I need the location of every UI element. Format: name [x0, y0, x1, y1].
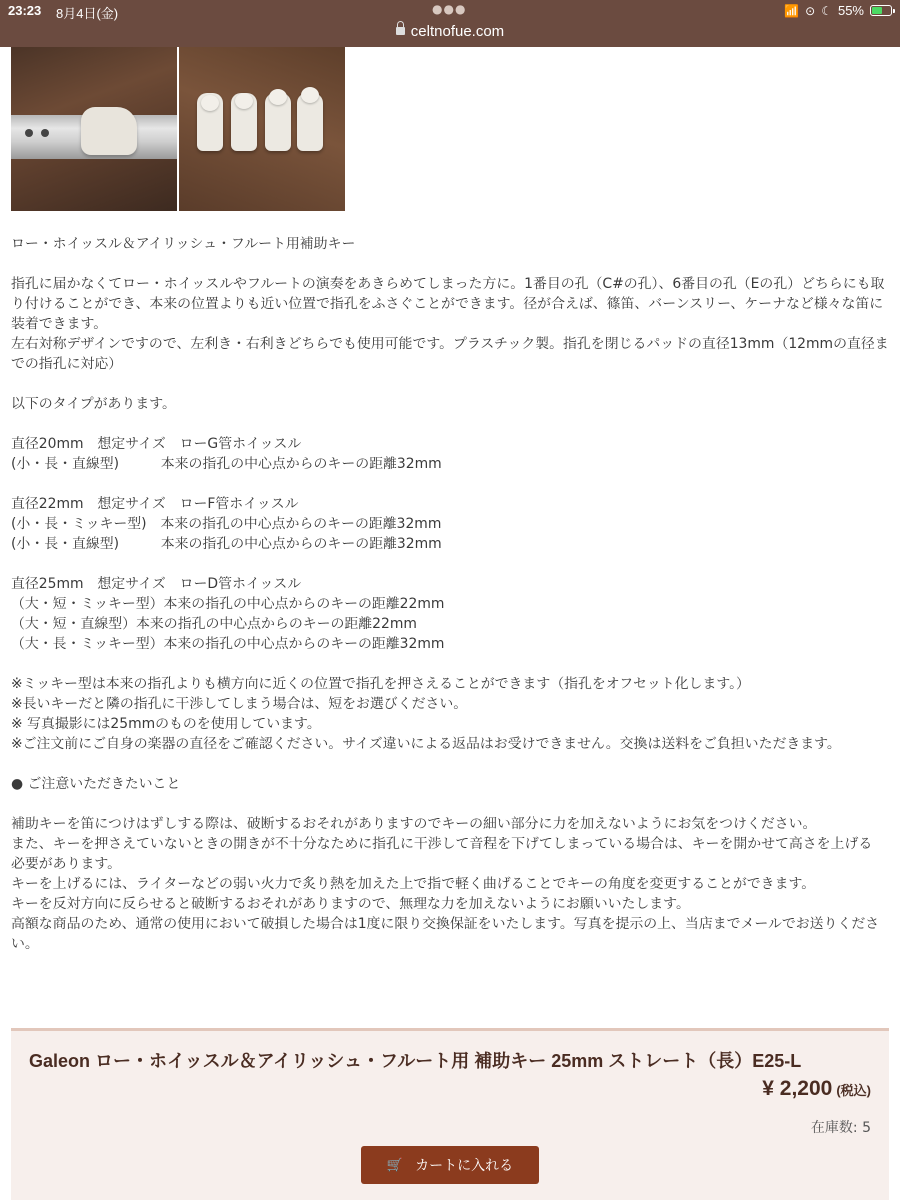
- add-to-cart-button[interactable]: [361, 1146, 539, 1184]
- battery-icon: [870, 5, 892, 16]
- desc-type-22mm: 直径22mm 想定サイズ ローF管ホイッスル (小・長・ミッキー型) 本来の指孔の中心点からのキーの距離32mm (小・長・直線型) 本来の指孔の中心点からのキーの距離32mm: [11, 496, 442, 552]
- rotation-lock-icon: ⊙: [805, 3, 816, 18]
- desc-intro: 指孔に届かなくてロー・ホイッスルやフルートの演奏をあきらめてしまった方に。1番目の孔（C#の孔）、6番目の孔（Eの孔）どちらにも取り付けることができ、本来の位置よりも近い位置で指孔をふさぐことができます。径が合えば、篠笛、バーンスリー、ケーナなど様々な笛に装着できます。 左右対称デザインですので、左利き・右利きどちらでも使用可能です。プラスチック製。指孔を閉じるパッドの直径13mm（12mmの直径までの指孔に対応）: [11, 276, 889, 372]
- address-bar[interactable]: [0, 23, 900, 40]
- status-icons: [784, 3, 892, 18]
- desc-type-20mm: 直径20mm 想定サイズ ローG管ホイッスル (小・長・直線型) 本来の指孔の中心点からのキーの距離32mm: [11, 436, 442, 472]
- desc-types-lead: 以下のタイプがあります。: [11, 396, 176, 412]
- moon-icon: ☾: [821, 3, 832, 18]
- product-photos: [11, 47, 345, 211]
- add-to-cart-label: カートに入れる: [415, 1158, 514, 1174]
- more-dots-icon[interactable]: ●●●: [432, 2, 467, 16]
- url-text: celtnofue.com: [410, 23, 505, 40]
- product-title: Galeon ロー・ホイッスル＆アイリッシュ・フルート用 補助キー 25mm ストレート（長）E25-L: [29, 1051, 802, 1071]
- status-date: 8月4日(金): [56, 6, 119, 21]
- battery-percent: 55%: [837, 3, 864, 18]
- product-description: [11, 234, 889, 954]
- product-price: [762, 1077, 871, 1101]
- desc-caution-body: 補助キーを笛につけはずしする際は、破断するおそれがありますのでキーの細い部分に力を加えないようにお気をつけください。 また、キーを押さえていないときの開きが不十分なために指孔に干渉して音程を下げてしまっている場合は、キーを開かせて高さを上げる 必要があります。 キーを上げるには、ライターなどの弱い火力で炙り熱を加えた上で指で軽く曲げることでキーの角度を変更することができます。 キーを反対方向に反らせると破断するおそれがありますので、無理な力を加えないようにお願いいたします。 高額な商品のため、通常の使用において破損した場合は1度に限り交換保証をいたします。写真を提示の上、当店までメールでお送りください。: [11, 816, 880, 952]
- product-photo-flute[interactable]: [11, 47, 177, 211]
- status-bar: [0, 0, 900, 47]
- product-photo-keys[interactable]: [179, 47, 345, 211]
- wifi-icon: 📶: [784, 3, 800, 18]
- cart-icon: 🛒: [386, 1157, 404, 1173]
- desc-notes: ※ミッキー型は本来の指孔よりも横方向に近くの位置で指孔を押さえることができます（指孔をオフセット化します。） ※長いキーだと隣の指孔に干渉してしまう場合は、短をお選びください。 ※ 写真撮影には25mmのものを使用しています。 ※ご注文前にご自身の楽器の直径をご確認ください。サイズ違いによる返品はお受けできません。交換は送料をご負担いただきます。: [11, 676, 841, 752]
- product-purchase-box: [11, 1028, 889, 1200]
- stock-count: 在庫数: 5: [810, 1120, 871, 1136]
- lock-icon: [396, 27, 405, 35]
- status-time: 23:23: [8, 3, 42, 18]
- price-tax-label: (税込): [836, 1083, 871, 1098]
- desc-caution-heading: ● ご注意いただきたいこと: [11, 776, 181, 792]
- price-value: ¥ 2,200: [762, 1077, 833, 1100]
- desc-heading: ロー・ホイッスル＆アイリッシュ・フルート用補助キー: [11, 236, 356, 252]
- desc-type-25mm: 直径25mm 想定サイズ ローD管ホイッスル （大・短・ミッキー型）本来の指孔の中心点からのキーの距離22mm （大・短・直線型）本来の指孔の中心点からのキーの距離22mm （大・長・ミッキー型）本来の指孔の中心点からのキーの距離32mm: [11, 576, 445, 652]
